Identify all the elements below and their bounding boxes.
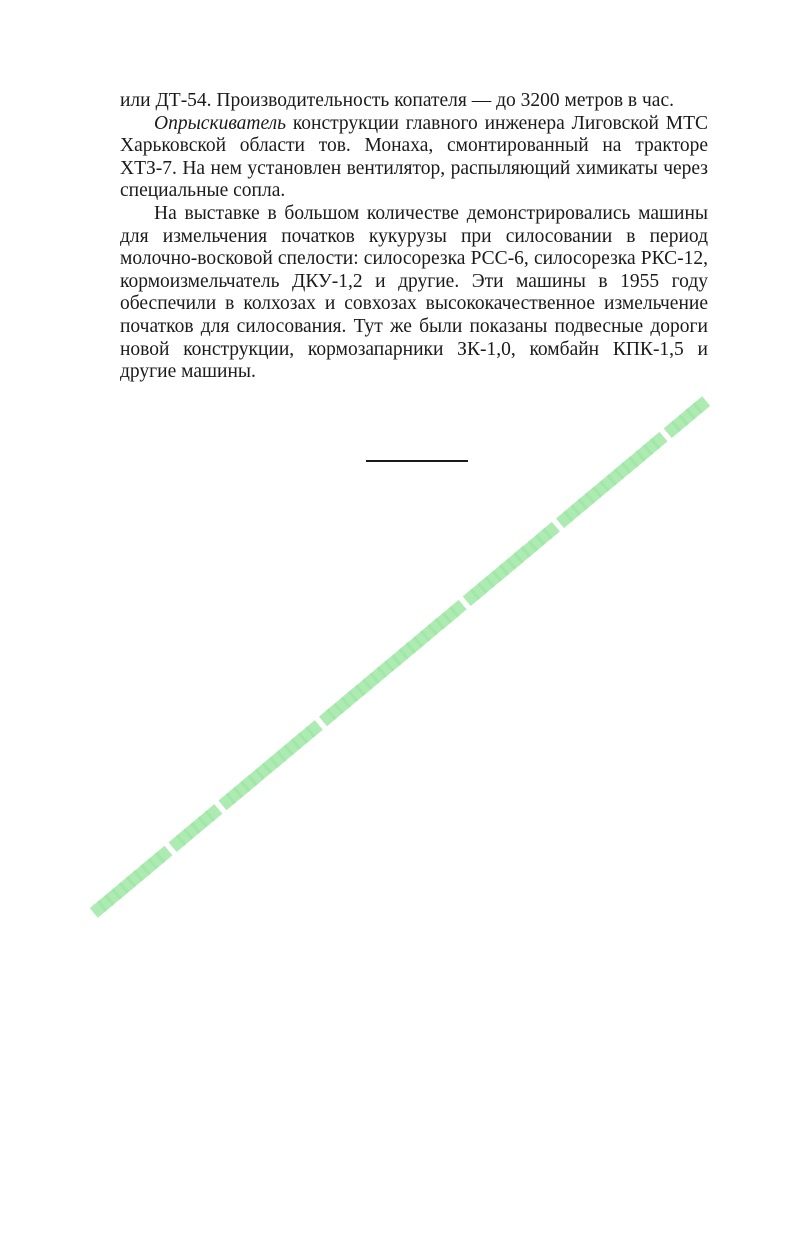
watermark-block xyxy=(205,804,223,822)
watermark-block xyxy=(391,648,409,666)
watermark-block xyxy=(233,781,251,799)
section-end-rule xyxy=(366,460,468,462)
watermark-block xyxy=(291,732,309,750)
watermark-block xyxy=(678,408,696,426)
paragraph-1: или ДТ-54. Производительность копателя — до 3200 метров в час. xyxy=(120,90,674,111)
watermark-block xyxy=(563,504,581,522)
watermark-block xyxy=(599,474,617,492)
watermark-block xyxy=(477,576,495,594)
watermark-block xyxy=(664,420,682,438)
watermark-block xyxy=(607,468,625,486)
paragraph-2-text: конструкции главного инженера Лиговской МТС Харьковской области тов. Монаха, смонтированный на тракторе ХТЗ-7. На нем установлен вентилятор, распыляющий химикаты через специальные сопла. xyxy=(120,112,708,202)
watermark-block xyxy=(133,864,151,882)
watermark-block xyxy=(255,762,273,780)
watermark-block xyxy=(449,600,467,618)
watermark-block xyxy=(355,678,373,696)
watermark-block xyxy=(492,564,510,582)
watermark-block xyxy=(326,703,344,721)
watermark-block xyxy=(542,522,560,540)
watermark-block xyxy=(140,858,158,876)
watermark-block xyxy=(155,846,173,864)
watermark-block xyxy=(276,744,294,762)
watermark-block xyxy=(693,396,711,414)
watermark-block xyxy=(506,552,524,570)
watermark-block xyxy=(650,432,668,450)
watermark-block xyxy=(176,828,194,846)
watermark-block xyxy=(535,528,553,546)
watermark-block xyxy=(585,486,603,504)
watermark-block xyxy=(384,654,402,672)
watermark-block xyxy=(406,636,424,654)
watermark-block xyxy=(420,624,438,642)
watermark-block xyxy=(370,666,388,684)
watermark-block xyxy=(556,510,574,528)
watermark-block xyxy=(226,787,244,805)
watermark-block xyxy=(298,726,316,744)
watermark-block xyxy=(570,498,588,516)
watermark-block xyxy=(398,642,416,660)
watermark-block xyxy=(671,414,689,432)
watermark-block xyxy=(463,588,481,606)
watermark-block xyxy=(169,834,187,852)
watermark-block xyxy=(528,534,546,552)
watermark-block xyxy=(90,900,108,918)
watermark-block xyxy=(247,768,265,786)
watermark-block xyxy=(305,720,323,738)
watermark-block xyxy=(499,558,517,576)
watermark-block xyxy=(269,750,287,768)
watermark-segments xyxy=(90,396,710,917)
watermark-block xyxy=(435,612,453,630)
watermark-block xyxy=(521,540,539,558)
watermark-block xyxy=(578,492,596,510)
watermark-block xyxy=(643,438,661,456)
watermark-block xyxy=(635,444,653,462)
watermark-block xyxy=(614,462,632,480)
watermark-block xyxy=(592,480,610,498)
watermark-block xyxy=(348,684,366,702)
watermark-block xyxy=(218,793,236,811)
watermark-block xyxy=(333,697,351,715)
watermark-block xyxy=(284,738,302,756)
paragraph-2 xyxy=(120,113,708,203)
watermark-block xyxy=(628,450,646,468)
watermark-block xyxy=(341,690,359,708)
watermark-block xyxy=(198,810,216,828)
watermark-block xyxy=(97,894,115,912)
watermark-block xyxy=(470,582,488,600)
watermark-block xyxy=(183,822,201,840)
watermark-block xyxy=(104,888,122,906)
watermark-block xyxy=(621,456,639,474)
watermark-block xyxy=(190,816,208,834)
watermark-block xyxy=(119,876,137,894)
watermark-block xyxy=(685,402,703,420)
watermark-block xyxy=(362,672,380,690)
watermark-block xyxy=(442,606,460,624)
watermark-block xyxy=(377,660,395,678)
watermark-block xyxy=(319,709,337,727)
watermark-block xyxy=(427,618,445,636)
watermark-block xyxy=(240,774,258,792)
watermark-block xyxy=(484,570,502,588)
body-text xyxy=(120,90,708,384)
watermark-block xyxy=(148,852,166,870)
watermark-block xyxy=(513,546,531,564)
paragraph-3: На выставке в большом количестве демонстрировались машины для измельчения початков кукурузы при силосовании в период молочно-восковой спелости: силосорезка РСС-6, силосорезка РКС-12, кормоизмельчатель ДКУ-1,2 и другие. Эти машины в 1955 году обеспечили в колхозах и совхозах высококачественное измельчение початков для силосования. Тут же были показаны подвесные дороги новой конструкции, кормозапарники ЗК-1,0, комбайн КПК-1,5 и другие машины. xyxy=(120,202,708,383)
watermark-block xyxy=(111,882,129,900)
watermark-block xyxy=(126,870,144,888)
watermark-block xyxy=(413,630,431,648)
watermark-block xyxy=(262,756,280,774)
paragraph-2-italic-term: Опрыскиватель xyxy=(154,112,287,134)
